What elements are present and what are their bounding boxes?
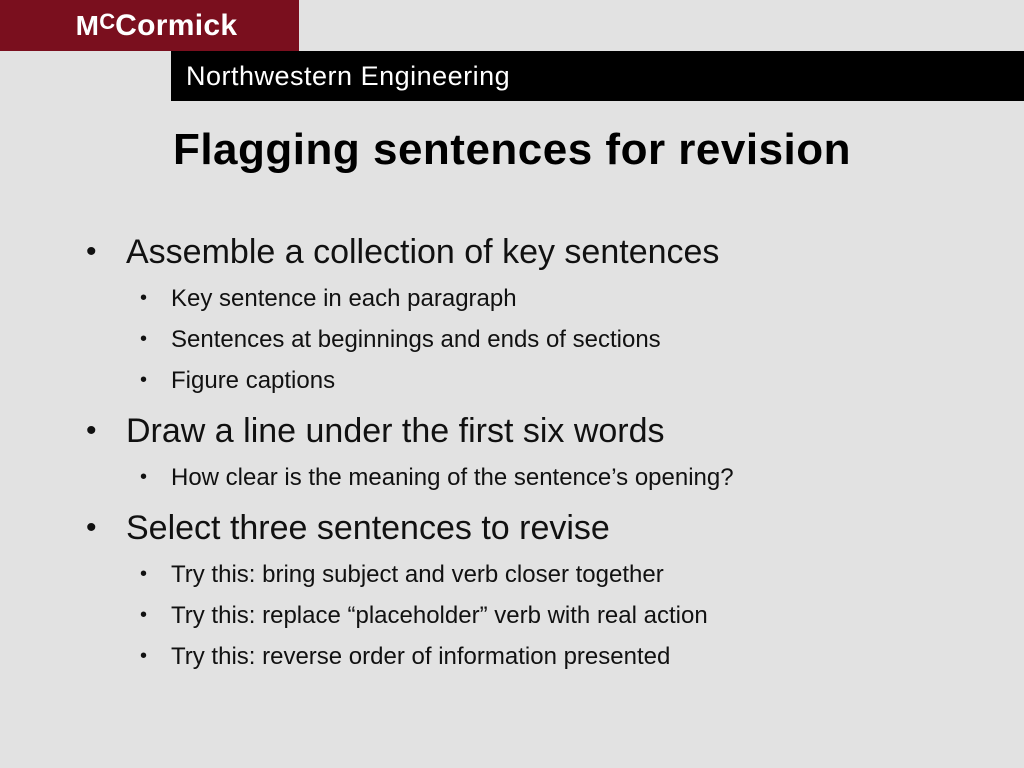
mccormick-logo: [0, 0, 299, 51]
sub-bullet-item: [86, 278, 986, 319]
bullet-item: [86, 409, 986, 453]
bullet-text: Assemble a collection of key sentences: [126, 233, 720, 271]
sub-bullet-dot-icon: •: [140, 645, 148, 667]
header-bar: [171, 51, 1024, 101]
logo-text: [76, 9, 238, 43]
bullet-dot-icon: •: [86, 511, 97, 544]
logo-c-small: C: [99, 8, 116, 34]
sub-bullet-dot-icon: •: [140, 328, 148, 350]
bullet-text: Select three sentences to revise: [126, 509, 610, 547]
sub-bullet-item: [86, 554, 986, 595]
bullet-item: [86, 506, 986, 550]
bullet-dot-icon: •: [86, 235, 97, 268]
sub-bullet-text: Sentences at beginnings and ends of sections: [171, 326, 661, 353]
bullet-group: [86, 409, 986, 498]
sub-bullet-dot-icon: •: [140, 287, 148, 309]
bullet-item: [86, 230, 986, 274]
sub-bullet-text: Try this: bring subject and verb closer together: [171, 561, 664, 588]
sub-bullet-list: [86, 554, 986, 677]
sub-bullet-dot-icon: •: [140, 563, 148, 585]
sub-bullet-text: Try this: replace “placeholder” verb with real action: [171, 602, 708, 629]
header-bar-text: Northwestern Engineering: [186, 60, 511, 91]
sub-bullet-dot-icon: •: [140, 369, 148, 391]
bullet-text: Draw a line under the first six words: [126, 412, 665, 450]
sub-bullet-text: Key sentence in each paragraph: [171, 285, 517, 312]
sub-bullet-text: Figure captions: [171, 367, 336, 394]
slide-content: [86, 230, 986, 685]
sub-bullet-text: How clear is the meaning of the sentence’s opening?: [171, 464, 734, 491]
sub-bullet-item: [86, 360, 986, 401]
logo-m: M: [75, 9, 100, 41]
logo-cormick: Cormick: [115, 8, 238, 42]
sub-bullet-dot-icon: •: [140, 466, 148, 488]
sub-bullet-dot-icon: •: [140, 604, 148, 626]
sub-bullet-item: [86, 595, 986, 636]
bullet-group: [86, 506, 986, 677]
sub-bullet-text: Try this: reverse order of information presented: [171, 643, 671, 670]
slide-title: Flagging sentences for revision: [172, 125, 852, 174]
bullet-group: [86, 230, 986, 401]
sub-bullet-list: [86, 278, 986, 401]
bullet-dot-icon: •: [86, 414, 97, 447]
sub-bullet-list: [86, 457, 986, 498]
sub-bullet-item: [86, 319, 986, 360]
sub-bullet-item: [86, 457, 986, 498]
sub-bullet-item: [86, 636, 986, 677]
